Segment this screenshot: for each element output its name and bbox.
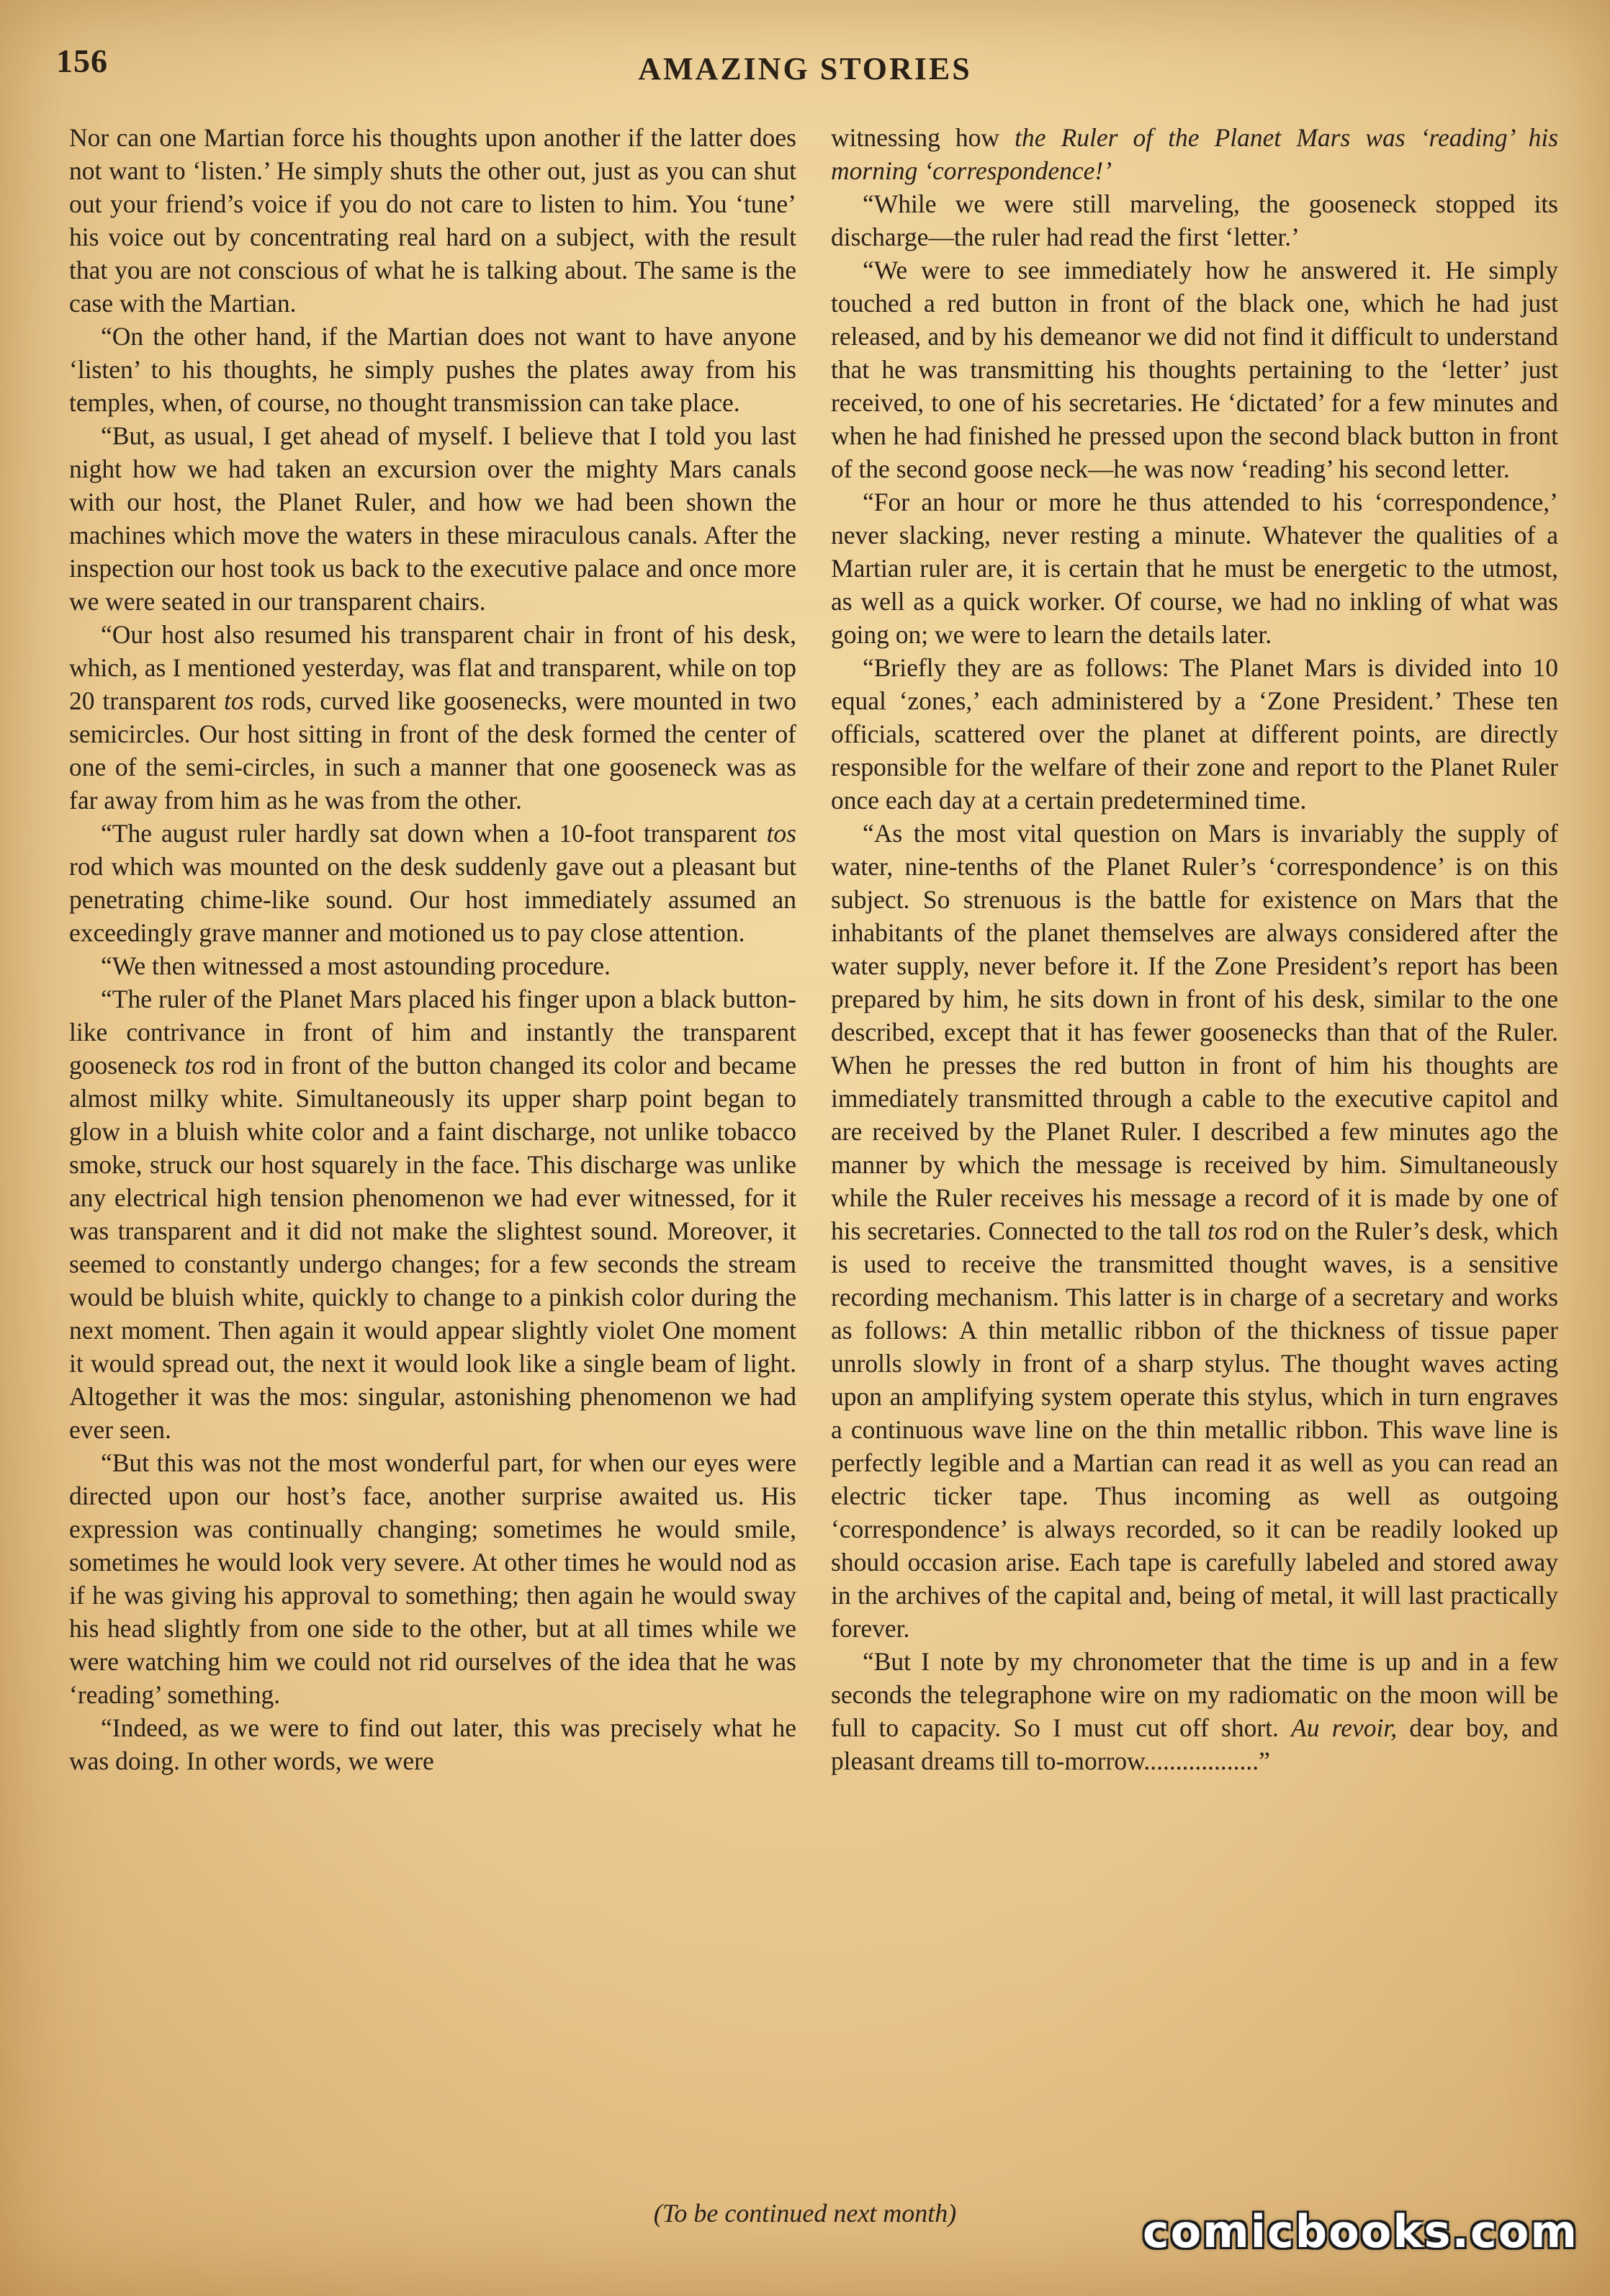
paragraph: “But this was not the most wonderful part, for when our eyes were directed upon our host’s face, another surprise awaited us. His expression was continually changing; sometimes he would smile, sometimes he would look very severe. At other times he would nod as if he was giving his approval to something; then again he would sway his head slightly from one side to the other, but at all times while we were watching him we could not rid ourselves of the idea that he was ‘reading’ something. [69, 1448, 796, 1709]
text-run: rods, curved like goosenecks, were mounted in two semicircles. Our host sitting in front of the desk formed the center of one of the semi-circles, in such a manner that one gooseneck was as far away from him as he was from the other. [69, 686, 796, 815]
italic-phrase: Au revoir, [1291, 1713, 1398, 1742]
text-column-left [69, 121, 796, 1777]
paragraph: “We then witnessed a most astounding procedure. [101, 951, 611, 980]
text-run: rod in front of the button changed its color and became almost milky white. Simultaneously its upper sharp point began to glow in a bluish white color and a faint discharge, not unlike tobacco smoke, struck our host squarely in the face. This discharge was unlike any electrical high tension phenomenon we had ever witnessed, for it was transparent and it did not make the slightest sound. Moreover, it seemed to constantly undergo changes; for a few seconds the stream would be bluish white, quickly to change to a pinkish color during the next moment. Then again it would appear slightly violet One moment it would spread out, the next it would look like a single beam of light. Altogether it was the mos: singular, astonishing phenomenon we had ever seen. [69, 1051, 796, 1444]
text-run: “The august ruler hardly sat down when a 10-foot transparent [101, 819, 767, 848]
text-run: witnessing how [831, 123, 1015, 152]
site-watermark: comicbooks.com [1142, 2205, 1578, 2258]
italic-phrase: the Ruler of the Planet Mars was ‘reading’ his morning ‘correspondence!’ [831, 123, 1559, 185]
paragraph: “But, as usual, I get ahead of myself. I believe that I told you last night how we had taken an excursion over the mighty Mars canals with our host, the Planet Ruler, and how we had been shown the machines which move the waters in these miraculous canals. After the inspection our host took us back to the executive palace and once more we were seated in our transparent chairs. [69, 421, 796, 616]
page-number: 156 [56, 42, 108, 79]
paragraph: “Indeed, as we were to find out later, this was precisely what he was doing. In other words, we were [69, 1713, 796, 1775]
paragraph: “Briefly they are as follows: The Planet Mars is divided into 10 equal ‘zones,’ each administered by a ‘Zone President.’ These ten officials, scattered over the planet at different points, are directly responsible for the welfare of their zone and report to the Planet Ruler once each day at a certain predetermined time. [831, 653, 1558, 815]
text-run: “Our host also resumed his transparent chair in front of his desk, which, as I mentioned yesterday, was flat and transparent, while on top 20 transparent [69, 620, 796, 715]
italic-term: tos [1208, 1216, 1238, 1245]
paragraph: “We were to see immediately how he answered it. He simply touched a red button in front of the black one, which he had just released, and by his demeanor we did not find it difficult to understand that he was transmitting his thoughts pertaining to the ‘letter’ just received, to one of his secretaries. He ‘dictated’ for a few minutes and when he had finished he pressed upon the second black button in front of the second goose neck—he was now ‘reading’ his second letter. [831, 256, 1558, 483]
paragraph: Nor can one Martian force his thoughts upon another if the latter does not want to ‘listen.’ He simply shuts the other out, just as you can shut out your friend’s voice if you do not care to listen to him. You ‘tune’ his voice out by concentrating real hard on a subject, with the result that you are not conscious of what he is talking about. The same is the case with the Martian. [69, 123, 796, 318]
italic-term: tos [766, 819, 796, 848]
paragraph [69, 982, 796, 1446]
running-head-title: AMAZING STORIES [638, 51, 972, 86]
paragraph: “While we were still marveling, the gooseneck stopped its discharge—the ruler had read the first ‘letter.’ [831, 189, 1558, 251]
text-run: rod which was mounted on the desk suddenly gave out a pleasant but penetrating chime-like sound. Our host immediately assumed an exceedingly grave manner and motioned us to pay close attention. [69, 852, 796, 947]
paragraph [69, 817, 796, 949]
paragraph [831, 817, 1558, 1645]
text-run: rod on the Ruler’s desk, which is used to receive the transmitted thought waves, is a sensitive recording mechanism. This latter is in charge of a secretary and works as follows: A thin metallic ribbon of the thickness of tissue paper unrolls slowly in front of a sharp stylus. The thought waves acting upon an amplifying system operate this stylus, which in turn engraves a continuous wave line on the thin metallic ribbon. This wave line is perfectly legible and a Martian can read it as well as you can read an electric ticker tape. Thus incoming as well as outgoing ‘correspondence’ is always recorded, so it can be readily looked up should occasion arise. Each tape is carefully labeled and stored away in the archives of the capital and, being of metal, it will last practically forever. [831, 1216, 1558, 1643]
text-run: “As the most vital question on Mars is invariably the supply of water, nine-tenths of the Planet Ruler’s ‘correspondence’ is on this subject. So strenuous is the battle for existence on Mars that the inhabitants of the planet themselves are always considered after the water supply, never before it. If the Zone President’s report has been prepared by him, he sits down in front of his desk, similar to the one described, except that it has fewer goosenecks than that of the Ruler. When he presses the red button in front of him his thoughts are immediately transmitted through a cable to the executive capitol and are received by the Planet Ruler. I described a few minutes ago the manner by which the message is received by him. Simultaneously while the Ruler receives his message a record of it is made by one of his secretaries. Connected to the tall [831, 819, 1558, 1245]
paragraph [831, 121, 1558, 187]
paragraph [69, 618, 796, 817]
text-column-right [831, 121, 1558, 1777]
text-run: “The ruler of the Planet Mars placed his finger upon a black button-like contrivance in front of him and instantly the transparent gooseneck [69, 985, 796, 1080]
paragraph: “For an hour or more he thus attended to his ‘correspondence,’ never slacking, never resting a minute. Whatever the qualities of a Martian ruler are, it is certain that he must be energetic to the utmost, as well as a quick worker. Of course, we had no inkling of what was going on; we were to learn the details later. [831, 488, 1558, 649]
paragraph [831, 1645, 1558, 1777]
paragraph: “On the other hand, if the Martian does not want to have anyone ‘listen’ to his thoughts, he simply pushes the plates away from his temples, when, of course, no thought transmission can take place. [69, 322, 796, 417]
italic-term: tos [224, 686, 254, 715]
italic-term: tos [184, 1051, 215, 1080]
continuation-note: (To be continued next month) [653, 2199, 957, 2228]
text-run: dear boy, and pleasant dreams till to-morrow..................” [831, 1713, 1558, 1775]
text-run: “But I note by my chronometer that the time is up and in a few seconds the telegraphone wire on my radiomatic on the moon will be full to capacity. So I must cut off short. [831, 1647, 1558, 1742]
